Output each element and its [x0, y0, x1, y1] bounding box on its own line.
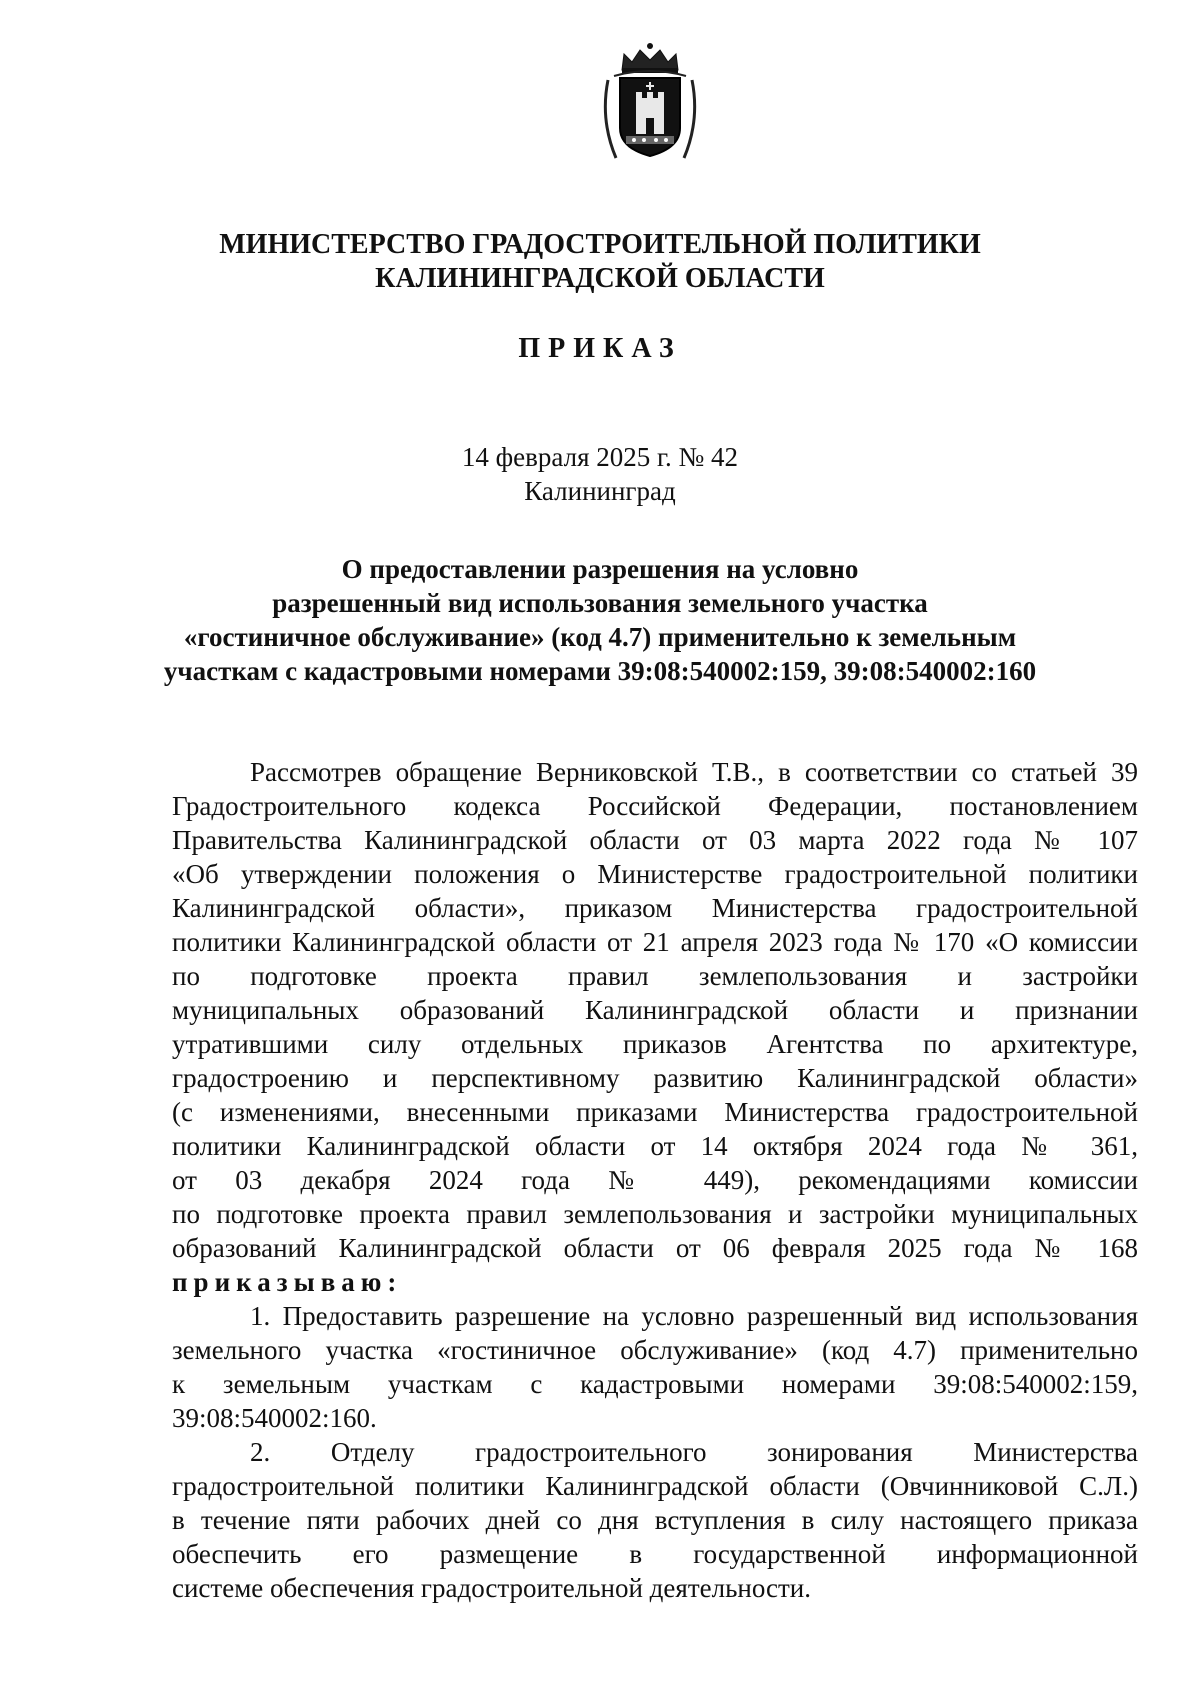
preamble-line: градостроению и перспективному развитию Калининградской области»: [172, 1063, 1138, 1093]
item2-line: в течение пяти рабочих дней со дня вступления в силу настоящего приказа: [172, 1505, 1138, 1535]
ministry-name: [0, 228, 1200, 296]
item2-line: обеспечить его размещение в государственной информационной: [172, 1539, 1138, 1569]
preamble-line: «Об утверждении положения о Министерстве градостроительной политики: [172, 859, 1138, 889]
preamble-line: муниципальных образований Калининградской области и признании: [172, 995, 1138, 1025]
ministry-line-1: МИНИСТЕРСТВО ГРАДОСТРОИТЕЛЬНОЙ ПОЛИТИКИ: [219, 229, 981, 260]
item1-line: 1. Предоставить разрешение на условно разрешенный вид использования: [250, 1301, 1138, 1331]
item1-line: 39:08:540002:160.: [172, 1403, 377, 1433]
item1-line: к земельным участкам с кадастровыми номерами 39:08:540002:159,: [172, 1369, 1138, 1399]
item1-line: земельного участка «гостиничное обслуживание» (код 4.7) применительно: [172, 1335, 1138, 1365]
preamble-line: по подготовке проекта правил землепользования и застройки: [172, 961, 1138, 991]
preamble-line: образований Калининградской области от 06 февраля 2025 года № 168: [172, 1233, 1138, 1263]
preamble-line: (с изменениями, внесенными приказами Министерства градостроительной: [172, 1097, 1138, 1127]
preamble-line: от 03 декабря 2024 года № 449), рекомендациями комиссии: [172, 1165, 1138, 1195]
preamble-line: Рассмотрев обращение Верниковской Т.В., в соответствии со статьей 39: [250, 757, 1138, 787]
city: Калининград: [524, 476, 676, 506]
subject-line: «гостиничное обслуживание» (код 4.7) применительно к земельным: [183, 622, 1017, 652]
preamble-line: утратившими силу отдельных приказов Агентства по архитектуре,: [172, 1029, 1138, 1059]
ministry-line-2: КАЛИНИНГРАДСКОЙ ОБЛАСТИ: [375, 263, 825, 294]
date-number: 14 февраля 2025 г. № 42: [461, 442, 739, 472]
order-verb: приказываю:: [172, 1267, 403, 1297]
subject-line: О предоставлении разрешения на условно: [341, 554, 859, 584]
item2-line: градостроительной политики Калининградской области (Овчинниковой С.Л.): [172, 1471, 1138, 1501]
document-type: ПРИКАЗ: [518, 333, 682, 364]
order-body: [172, 755, 1138, 1605]
date-and-place: [0, 440, 1200, 508]
subject-line: разрешенный вид использования земельного участка: [272, 588, 928, 618]
coat-of-arms-emblem: [594, 40, 706, 164]
item2-line: 2. Отделу градостроительного зонирования Министерства: [250, 1437, 1138, 1467]
preamble-line: политики Калининградской области от 21 апреля 2023 года № 170 «О комиссии: [172, 927, 1138, 957]
order-subject: [0, 552, 1200, 688]
preamble-line: политики Калининградской области от 14 октября 2024 года № 361,: [172, 1131, 1138, 1161]
preamble-line: Градостроительного кодекса Российской Федерации, постановлением: [172, 791, 1138, 821]
preamble-line: по подготовке проекта правил землепользования и застройки муниципальных: [172, 1199, 1138, 1229]
subject-line: участкам с кадастровыми номерами 39:08:540002:159, 39:08:540002:160: [163, 656, 1037, 686]
preamble-line: Калининградской области», приказом Министерства градостроительной: [172, 893, 1138, 923]
item2-line: системе обеспечения градостроительной деятельности.: [172, 1573, 811, 1603]
preamble-line: Правительства Калининградской области от 03 марта 2022 года № 107: [172, 825, 1138, 855]
